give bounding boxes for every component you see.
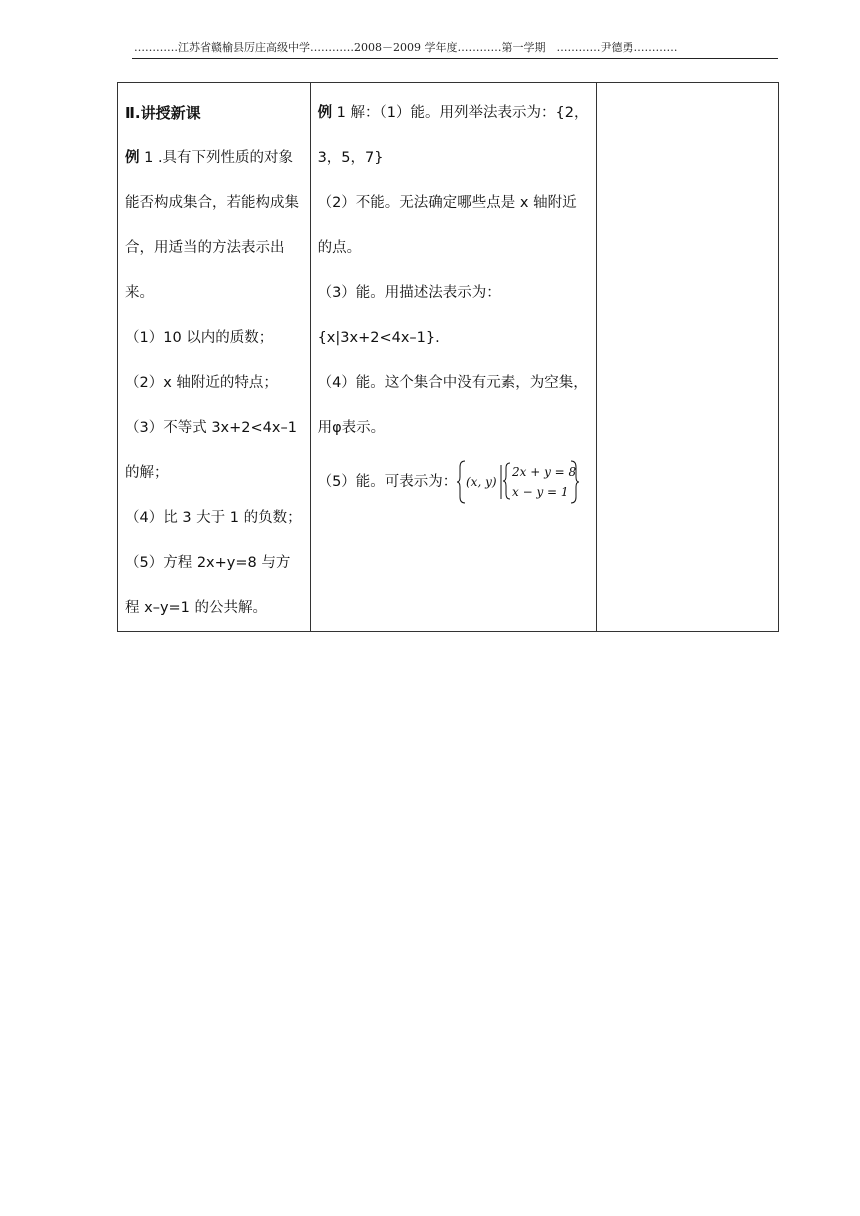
solution-intro: [318, 91, 591, 181]
problem-item: （4）比 3 大于 1 的负数；: [125, 510, 302, 526]
solution-answer: （3）能。用描述法表示为：{x|3x+2<4x–1}.: [317, 285, 501, 346]
solution-answer: （2）不能。无法确定哪些点是 x 轴附近的点。: [317, 195, 577, 256]
formula-eq2: x − y = 1: [512, 485, 569, 499]
table-row: [118, 83, 779, 632]
problem-item: （3）不等式 3x+2<4x–1 的解；: [125, 420, 297, 481]
lesson-table: [117, 82, 779, 632]
example-label: 例: [317, 105, 333, 121]
problem-item: （2）x 轴附近的特点；: [125, 375, 278, 391]
solution-cell: [310, 83, 597, 632]
problem-cell: [118, 83, 311, 632]
solution-answer-5: [318, 457, 591, 507]
notes-cell: [597, 83, 779, 632]
answer5-prefix: （5）能。可表示为：: [317, 474, 458, 490]
problem-item: （5）方程 2x+y=8 与方程 x–y=1 的公共解。: [125, 555, 291, 616]
solution-intro-text: 1 解：（1）能。用列举法表示为：{2，3，5，7}: [317, 105, 589, 166]
solution-answer: （4）能。这个集合中没有元素，为空集，用φ表示。: [317, 375, 588, 436]
problem-item: （1）10 以内的质数；: [125, 330, 274, 346]
example-statement: [125, 136, 304, 316]
formula-pair: (x, y): [466, 475, 497, 489]
formula-eq1: 2x + y = 8: [512, 465, 577, 479]
set-formula: [457, 459, 579, 505]
page-header: …………江苏省赣榆县厉庄高级中学…………2008－2009 学年度…………第一学期 …………尹德勇…………: [134, 41, 678, 54]
header-rule: [132, 58, 778, 59]
example-label: 例: [125, 150, 140, 166]
example-text: 1 .具有下列性质的对象能否构成集合，若能构成集合，用适当的方法表示出来。: [125, 150, 299, 301]
section-title: Ⅱ.讲授新课: [125, 104, 201, 122]
